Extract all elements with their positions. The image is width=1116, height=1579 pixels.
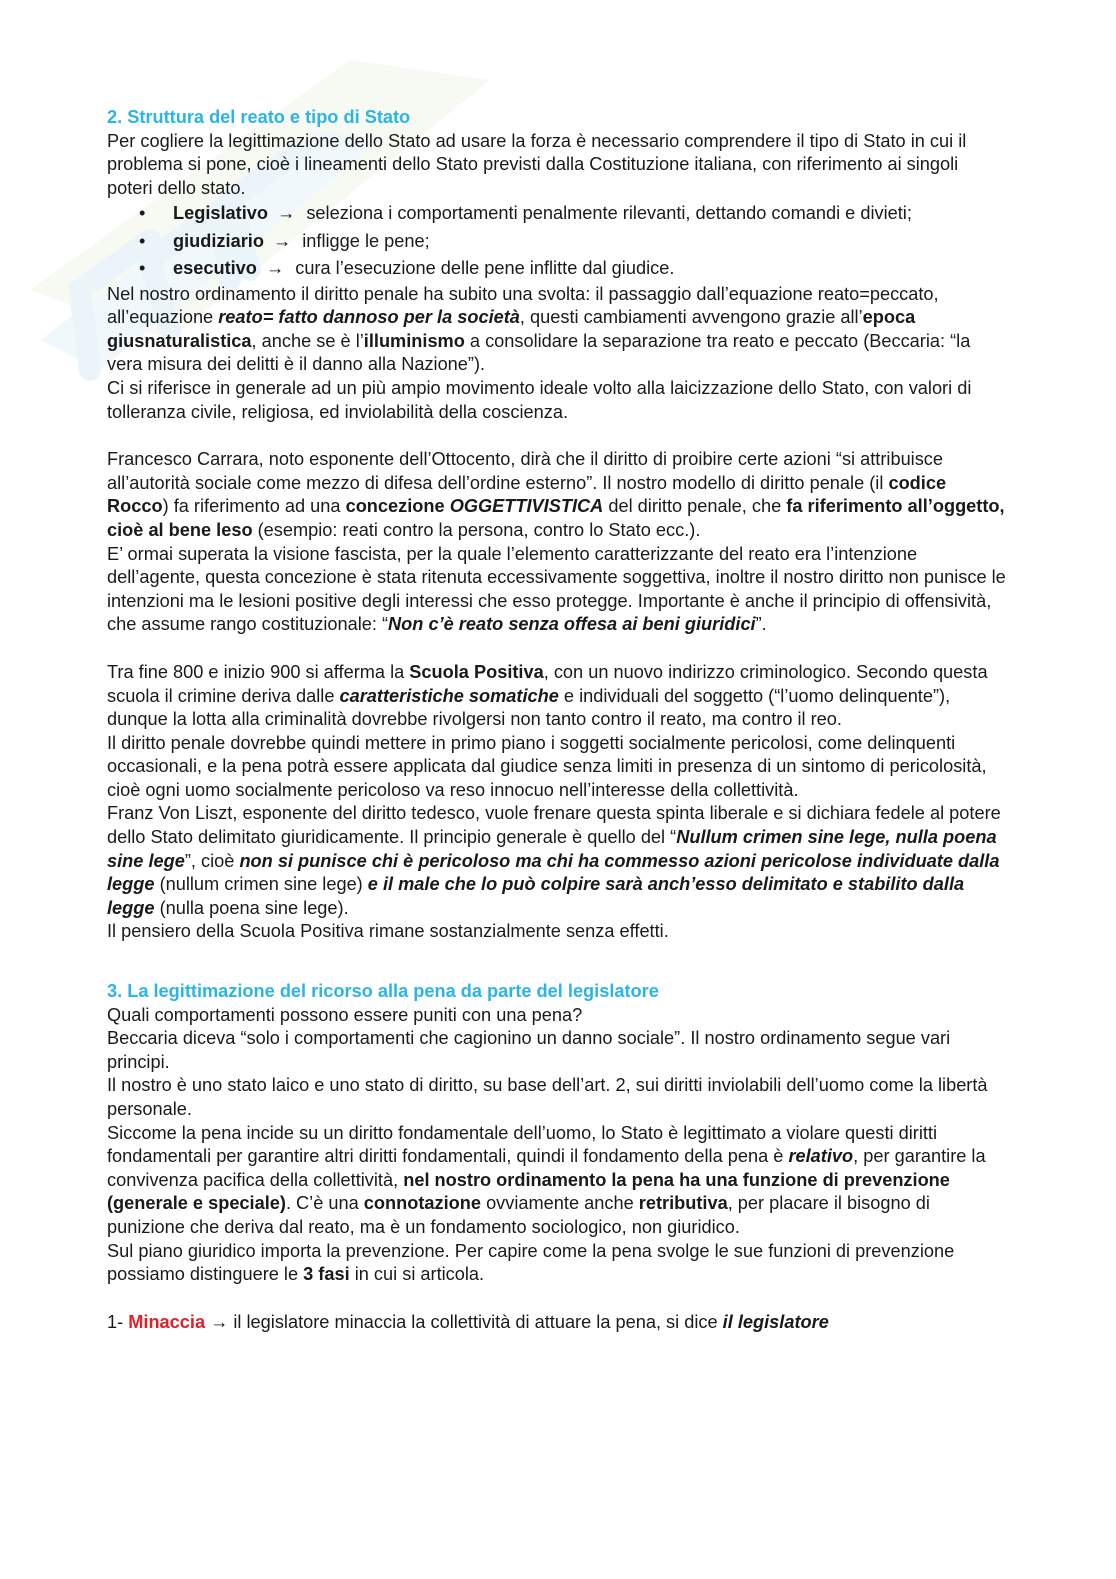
paragraph: Il nostro è uno stato laico e uno stato di diritto, su base dell’art. 2, sui diritti inviolabili dell’uomo come la libertà personale. <box>107 1075 988 1119</box>
paragraph: Il pensiero della Scuola Positiva rimane sostanzialmente senza effetti. <box>107 921 669 942</box>
bullet-text: seleziona i comportamenti penalmente rilevanti, dettando comandi e divieti; <box>306 203 912 224</box>
bullet-icon: • <box>139 230 146 251</box>
paragraph: Siccome la pena incide su un diritto fondamentale dell’uomo, lo Stato è legittimato a violare questi diritti fondamentali per garantire altri diritti fondamentali, quindi il fondamento della pena è relativo, per garantire la convivenza pacifica della collettività, nel nostro ordinamento la pena ha una funzione di prevenzione (generale e speciale). C’è una connotazione ovviamente anche retributiva, per placare il bisogno di punizione che deriva dal reato, ma è un fondamento sociologico, non giuridico. <box>107 1122 986 1237</box>
paragraph: Beccaria diceva “solo i comportamenti che cagionino un danno sociale”. Il nostro ordinamento segue vari principi. <box>107 1028 951 1072</box>
paragraph: E’ ormai superata la visione fascista, per la quale l’elemento caratterizzante del reato era l’intenzione dell’agente, questa concezione è stata ritenuta eccessivamente soggettiva, inoltre il nostro diritto non punisce le intenzioni ma le lesioni positive degli interessi che esso protegge. Importante è anche il principio di offensività, che assume rango costituzionale: “Non c’è reato senza offesa ai beni giuridici”. <box>107 543 1006 635</box>
list-item <box>139 255 1007 282</box>
paragraph: Il diritto penale dovrebbe quindi mettere in primo piano i soggetti socialmente pericolosi, come delinquenti occasionali, e la pena potrà essere applicata dal giudice senza limiti in presenza di un sintomo di pericolosità, cioè ogni uomo socialmente pericoloso va reso innocuo nell’interesse della collettività. <box>107 732 987 800</box>
bullet-term: giudiziario <box>173 230 264 251</box>
paragraph: Franz Von Liszt, esponente del diritto tedesco, vuole frenare questa spinta liberale e si dichiara fedele al potere dello Stato delimitato giuridicamente. Il principio generale è quello del “Nullum crimen sine lege, nulla poena sine lege”, cioè non si punisce chi è pericoloso ma chi ha commesso azioni pericolose individuate dalla legge (nullum crimen sine lege) e il male che lo può colpire sarà anch’esso delimitato e stabilito dalla legge (nulla poena sine lege). <box>107 803 1001 918</box>
phase-1-term: Minaccia <box>128 1311 206 1332</box>
bullet-term: Legislativo <box>173 203 269 224</box>
document-page <box>107 106 1007 1334</box>
paragraph: Ci si riferisce in generale ad un più ampio movimento ideale volto alla laicizzazione dello Stato, con valori di tolleranza civile, religiosa, ed inviolabilità della coscienza. <box>107 377 972 422</box>
bullet-text: infligge le pene; <box>302 230 430 251</box>
list-item <box>139 200 1007 227</box>
paragraph: Quali comportamenti possono essere puniti con una pena? <box>107 1004 583 1025</box>
list-item <box>139 228 1007 255</box>
arrow-icon: → <box>273 230 292 251</box>
bullet-icon: • <box>139 258 146 279</box>
paragraph: Tra fine 800 e inizio 900 si afferma la Scuola Positiva, con un nuovo indirizzo criminologico. Secondo questa scuola il crimine deriva dalle caratteristiche somatiche e individuali del soggetto (“l’uomo delinquente”), dunque la lotta alla criminalità dovrebbe rivolgersi non tanto contro il reato, ma contro il reo. <box>107 661 988 730</box>
paragraph: Sul piano giuridico importa la prevenzione. Per capire come la pena svolge le sue funzioni di prevenzione possiamo distinguere le 3 fasi in cui si articola. <box>107 1240 955 1285</box>
bullet-icon: • <box>139 203 146 224</box>
powers-list <box>107 200 1007 282</box>
bullet-term: esecutivo <box>173 258 257 279</box>
arrow-icon: → <box>265 258 285 279</box>
arrow-icon: → <box>277 203 296 224</box>
arrow-icon: → <box>210 1311 229 1332</box>
section-2-intro: Per cogliere la legittimazione dello Stato ad usare la forza è necessario comprendere il tipo di Stato in cui il problema si pone, cioè i lineamenti dello Stato previsti dalla Costituzione italiana, con riferimento ai singoli poteri dello stato. <box>107 130 967 198</box>
section-3-heading: 3. La legittimazione del ricorso alla pena da parte del legislatore <box>107 981 659 1002</box>
paragraph: Francesco Carrara, noto esponente dell’Ottocento, dirà che il diritto di proibire certe azioni “si attribuisce all’autorità sociale come mezzo di difesa dell’ordine esterno”. Il nostro modello di diritto penale (il codice Rocco) fa riferimento ad una concezione OGGETTIVISTICA del diritto penale, che fa riferimento all’oggetto, cioè al bene leso (esempio: reati contro la persona, contro lo Stato ecc.). <box>107 449 1005 540</box>
phase-1-line: 1- Minaccia → il legislatore minaccia la collettività di attuare la pena, si dice il legislatore <box>107 1311 829 1332</box>
paragraph: Nel nostro ordinamento il diritto penale ha subito una svolta: il passaggio dall’equazione reato=peccato, all’equazione reato= fatto dannoso per la società, questi cambiamenti avvengono grazie all’epoca giusnaturalistica, anche se è l’illuminismo a consolidare la separazione tra reato e peccato (Beccaria: “la vera misura dei delitti è il danno alla Nazione”). <box>107 283 971 375</box>
section-2-heading: 2. Struttura del reato e tipo di Stato <box>107 107 411 127</box>
bullet-text: cura l’esecuzione delle pene inflitte dal giudice. <box>295 258 675 279</box>
